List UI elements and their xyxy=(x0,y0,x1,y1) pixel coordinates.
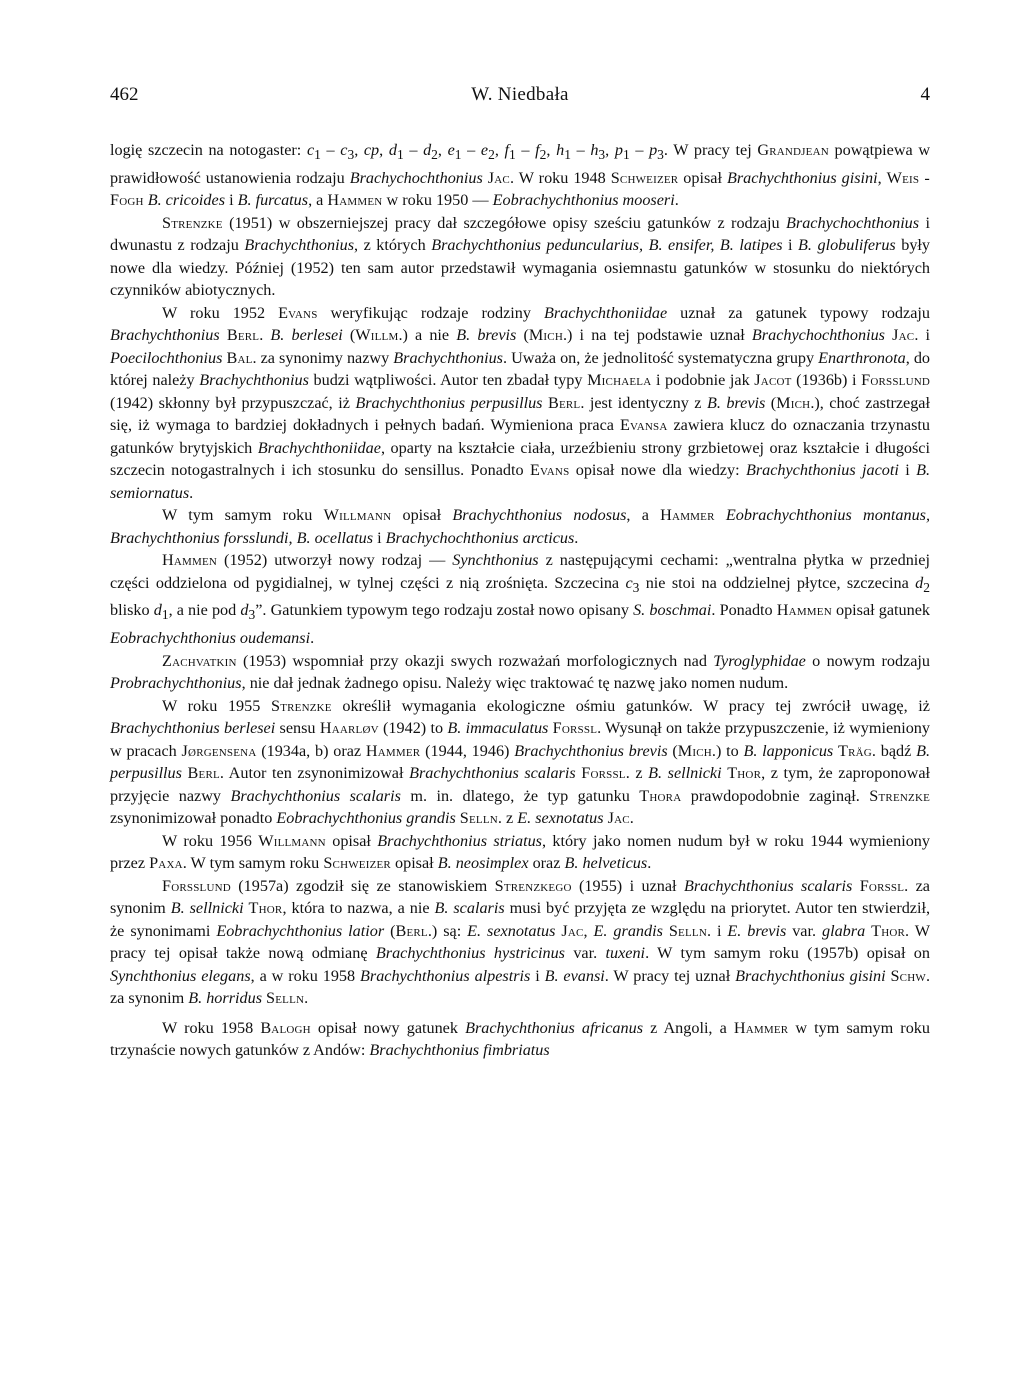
italic-term: Brachychthonius hystricinus xyxy=(375,944,565,963)
author-name: Strenzke xyxy=(162,213,223,232)
text-run: , xyxy=(546,141,557,159)
paragraph xyxy=(110,875,930,1010)
author-name: Hammen xyxy=(162,551,218,570)
italic-term: Brachychthonius nodosus xyxy=(452,506,627,525)
italic-term: Brachychthoniidae xyxy=(543,303,668,322)
author-name: Hammer xyxy=(660,506,715,525)
author-name: Hammen xyxy=(327,191,383,210)
text-run: , xyxy=(437,141,448,159)
text-run: opisał gatunek xyxy=(831,601,931,620)
italic-term: Brachychthonius scalaris xyxy=(230,786,401,805)
paragraph xyxy=(110,650,930,695)
author-name: Jørgensena xyxy=(181,741,257,760)
paragraph xyxy=(110,695,930,830)
italic-term: h xyxy=(590,141,599,159)
author-name: Mich xyxy=(776,393,811,412)
text-run: – xyxy=(403,141,424,159)
text-run: – xyxy=(320,141,341,159)
text-run: ( xyxy=(384,921,396,940)
text-run: . bądź xyxy=(871,741,917,760)
author-name: Berl xyxy=(547,393,581,412)
italic-term: B. evansi xyxy=(544,966,605,985)
author-name: Forsslund xyxy=(861,371,930,390)
text-run: , a xyxy=(308,191,328,210)
author-name: Weis - Fogh xyxy=(110,168,931,210)
text-run: powątpiewa w prawidłowość ustanowienia rodzaju xyxy=(110,141,931,187)
subscript: 1 xyxy=(564,147,571,163)
text-run xyxy=(715,506,726,524)
author-name: Forssl xyxy=(859,876,905,895)
author-name: Haarløv xyxy=(319,719,379,738)
italic-term: Eobrachychthonius latior xyxy=(216,921,385,940)
author-name: Strenzkego xyxy=(494,876,572,895)
italic-term: B. sellnicki xyxy=(648,764,722,783)
text-run: . W tym samym roku (1957b) opisał on xyxy=(645,944,930,963)
text-run: . xyxy=(259,326,271,345)
author-name: Berl xyxy=(395,921,428,940)
subscript: 2 xyxy=(539,147,547,163)
text-run: . i xyxy=(706,921,728,940)
text-run: . xyxy=(304,989,309,1008)
subscript: 2 xyxy=(431,147,438,163)
italic-term: Brachychochthonius xyxy=(349,168,483,187)
subscript: 3 xyxy=(248,607,256,623)
italic-term: B. sellnicki xyxy=(170,899,244,918)
italic-term: Eobrachychthonius grandis xyxy=(276,809,456,828)
text-run: (1951) w obszerniejszej pracy dał szczegółowe opisy sześciu gatunków z rodzaju xyxy=(222,213,787,232)
text-run: i dwunastu z rodzaju xyxy=(110,213,931,255)
paragraph xyxy=(110,549,930,649)
italic-term: B. brevis xyxy=(706,393,766,412)
italic-term: Brachychthoniidae xyxy=(257,438,381,457)
text-run: . za synonim xyxy=(110,876,930,918)
italic-term: Brachychthonius gisini xyxy=(726,168,878,187)
text-run: były nowe dla wiedzy. Później (1952) ten sam autor przedstawił wymagania osiemnastu gatunków w stosunku do niektórych czynników abiotycznych. xyxy=(110,236,931,300)
text-run: i podobnie jak xyxy=(651,371,755,390)
text-run: , która to nazwa, a nie xyxy=(282,899,435,918)
author-name: Selln xyxy=(459,809,498,828)
author-name: Willmann xyxy=(323,506,392,525)
italic-term: Brachychochthonius xyxy=(751,326,885,345)
author-name: Thora xyxy=(639,786,682,805)
italic-term: B. lapponicus xyxy=(743,741,834,760)
text-run: ”. Gatunkiem typowym tego rodzaju został nowo opisany xyxy=(255,601,634,620)
text-run: (1957a) zgodził się ze stanowiskiem xyxy=(230,876,495,895)
text-run: W roku 1952 xyxy=(162,303,279,322)
subscript: 1 xyxy=(161,607,169,623)
author-name: Michaela xyxy=(587,371,652,390)
text-run: (1942) to xyxy=(378,719,448,738)
text-run: W roku 1955 xyxy=(162,696,271,715)
text-run: , xyxy=(583,921,594,940)
italic-term: c xyxy=(340,141,348,159)
text-run: W tym samym roku xyxy=(162,506,324,525)
text-run: . xyxy=(574,528,579,547)
text-run xyxy=(852,877,859,895)
italic-term: e xyxy=(480,141,489,159)
text-run: . za synonim xyxy=(110,966,930,1008)
italic-term: Brachychthonius fimbriatus xyxy=(369,1041,550,1060)
subscript: 1 xyxy=(622,147,630,163)
italic-term: c xyxy=(306,141,315,159)
text-run: var. xyxy=(786,921,822,940)
text-run: , z których xyxy=(354,236,432,255)
text-run: ( xyxy=(342,326,356,345)
italic-term: B. globuliferus xyxy=(798,236,896,255)
subscript: 1 xyxy=(314,147,321,163)
author-name: Zachvatkin xyxy=(162,651,237,670)
text-run: (1952) utworzył nowy rodzaj — xyxy=(217,551,453,570)
italic-term: p xyxy=(649,141,658,159)
text-run: . xyxy=(189,483,194,502)
text-run xyxy=(220,326,227,344)
text-run: . xyxy=(674,191,679,210)
text-run: i xyxy=(225,191,238,210)
text-run: . W roku 1948 xyxy=(509,168,611,187)
text-run: logię szczecin na notogaster: xyxy=(110,141,307,159)
italic-term: Synchthonius xyxy=(452,551,539,570)
paragraph xyxy=(110,139,930,212)
author-name: Evansa xyxy=(619,416,668,435)
italic-term: Brachychthonius scalaris xyxy=(409,764,576,783)
text-run: w roku 1950 — xyxy=(382,191,493,210)
text-run: W roku 1956 xyxy=(162,831,259,850)
italic-term: B. brevis xyxy=(456,326,517,345)
text-run: , xyxy=(605,141,615,159)
italic-term: Brachychthonius xyxy=(199,371,309,390)
author-name: Evans xyxy=(529,461,570,480)
author-name: Hammer xyxy=(733,1018,789,1037)
author-name: Forssl xyxy=(552,719,598,738)
author-name: Strenzke xyxy=(271,696,332,715)
text-run: . W tym samym roku xyxy=(182,854,324,873)
author-name: Willmann xyxy=(258,831,326,850)
author-name: Paxa xyxy=(149,854,183,873)
author-name: Berl xyxy=(187,764,220,783)
italic-term: B. perpusillus xyxy=(110,741,930,783)
text-run: .) a nie xyxy=(398,326,457,345)
author-name: Strenzke xyxy=(869,786,931,805)
text-run: . W pracy tej uznał xyxy=(604,966,736,985)
author-name: Thor xyxy=(727,764,762,783)
column-number: 4 xyxy=(920,84,930,105)
italic-term: B. furcatus xyxy=(237,191,309,210)
text-run: . jest identyczny z xyxy=(580,393,707,412)
italic-term: Brachychthonius alpestris xyxy=(360,966,531,985)
subscript: 1 xyxy=(396,147,404,163)
text-run: . xyxy=(647,854,652,873)
text-run: i xyxy=(530,966,545,985)
text-run: nie stoi na oddzielnej płytce, szczecina xyxy=(639,573,916,592)
italic-term: B. scalaris xyxy=(434,899,505,918)
paragraph xyxy=(110,1017,930,1062)
text-run: , do której należy xyxy=(110,348,931,390)
italic-term: d xyxy=(388,141,397,159)
author-name: Schw xyxy=(890,966,926,985)
text-run: . i xyxy=(914,326,930,345)
italic-term: Brachychthonius berlesei xyxy=(110,719,276,738)
italic-term: E. grandis xyxy=(593,921,663,940)
text-run: określił wymagania ekologiczne ośmiu gatunków. W pracy tej zwrócił uwagę, iż xyxy=(331,696,930,715)
author-name: Mich xyxy=(677,741,712,760)
text-run: i xyxy=(373,528,386,547)
subscript: 3 xyxy=(347,147,355,163)
author-name: Selln xyxy=(266,989,305,1008)
subscript: 3 xyxy=(632,579,640,595)
author-name: Thor xyxy=(248,899,283,918)
italic-term: Brachychochthonius arcticus xyxy=(385,528,575,547)
paragraph xyxy=(110,504,930,549)
subscript: 3 xyxy=(598,147,606,163)
text-run: , xyxy=(354,141,364,159)
text-run: o nowym rodzaju xyxy=(805,651,930,670)
italic-term: e xyxy=(447,141,455,159)
italic-term: Poecilochthonius xyxy=(110,348,223,367)
running-header xyxy=(110,84,930,114)
text-run: z następującymi cechami: „wentralna płytka w przedniej części oddzielona od pygidialnej, w tylnej części z nią zrośnięta. Szczecina xyxy=(110,551,930,592)
author-name: Selln xyxy=(668,921,707,940)
author-name: Jacot xyxy=(754,371,792,390)
text-run: musi być przyjęta ze względu na priorytet. Autor ten stwierdził, że synonimami xyxy=(110,899,931,940)
text-run: blisko xyxy=(110,601,154,620)
text-run: i xyxy=(782,236,799,255)
author-name: Schweizer xyxy=(610,168,679,187)
text-run: opisał xyxy=(678,168,727,187)
italic-term: Brachychthonius jacoti xyxy=(745,461,899,480)
paragraph xyxy=(110,212,930,302)
italic-term: B. berlesei xyxy=(270,326,343,345)
italic-term: h xyxy=(556,141,565,159)
text-run: (1955) i uznał xyxy=(571,876,684,895)
text-run: opisał xyxy=(390,854,438,873)
text-run: . xyxy=(310,629,315,648)
italic-term: B. cricoides xyxy=(147,191,226,210)
text-run: sensu xyxy=(275,719,320,738)
text-run: . z xyxy=(625,764,649,783)
text-run: . Uważa on, że jednolitość systematyczna grupy xyxy=(502,348,819,367)
italic-term: c xyxy=(625,573,633,592)
subscript: 1 xyxy=(509,147,516,163)
italic-term: Eobrachychthonius mooseri xyxy=(492,191,675,210)
text-run: zawiera klucz do oznaczania trzynastu gatunków brytyjskich xyxy=(110,416,930,457)
text-run: weryfikując rodzaje rodziny xyxy=(317,303,544,322)
text-run: ( xyxy=(765,393,777,412)
italic-term: Brachychthonius brevis xyxy=(514,741,668,760)
text-run: w tym samym roku trzynaście nowych gatunków z Andów: xyxy=(110,1018,930,1060)
author-name: Thor xyxy=(871,921,906,940)
text-run: (1936b) i xyxy=(791,371,862,390)
article-body xyxy=(110,139,930,1062)
author-name: Hammen xyxy=(776,601,832,620)
text-run: (1942) skłonny był przypuszczać, iż xyxy=(110,393,356,412)
italic-term: Brachychthonius africanus xyxy=(465,1018,643,1037)
text-run: , oparty na kształcie ciała, urzeźbieniu strony grzbietowej oraz kształcie i długości szczecin notogastralnych i ich stosunku do sensillus. Ponadto xyxy=(110,438,930,480)
running-head-author: W. Niedbała xyxy=(471,84,569,105)
author-name: Jac xyxy=(561,921,584,940)
text-run: . Ponadto xyxy=(711,601,777,620)
italic-term: Brachychthonius gisini xyxy=(735,966,886,985)
text-run: opisał xyxy=(325,831,378,850)
italic-term: Probrachychthonius xyxy=(110,674,242,693)
text-run: , xyxy=(877,168,887,187)
author-name: Träg xyxy=(838,741,872,760)
paragraph xyxy=(110,302,930,505)
author-name: Schweizer xyxy=(323,854,391,873)
author-name: Berl xyxy=(226,326,260,345)
text-run: , nie dał jednak żadnego opisu. Należy więc traktować tę nazwę jako nomen nudum. xyxy=(241,674,789,693)
italic-term: cp xyxy=(363,141,380,159)
text-run: , a w roku 1958 xyxy=(250,966,360,985)
author-name: Bal xyxy=(226,348,253,367)
text-run: . za synonimy nazwy xyxy=(252,348,394,367)
text-run: opisał xyxy=(391,506,453,525)
italic-term: S. boschmai xyxy=(633,601,712,620)
text-run: .) są: xyxy=(427,921,468,940)
italic-term: Brachychochthonius xyxy=(786,213,920,232)
text-run: (1944, 1946) xyxy=(420,741,515,760)
italic-term: Brachychthonius scalaris xyxy=(683,876,853,895)
italic-term: Brachychthonius striatus xyxy=(377,831,542,850)
text-run: . Autor ten zsynonimizował xyxy=(219,764,410,783)
italic-term: tuxeni xyxy=(605,944,646,963)
text-run: . W pracy tej opisał także nową odmianę xyxy=(110,921,931,963)
text-run: zsynonimizował ponadto xyxy=(110,809,277,828)
text-run: ( xyxy=(667,741,678,760)
text-run: , xyxy=(379,141,389,159)
italic-term: p xyxy=(614,141,623,159)
italic-term: B. neosimplex xyxy=(437,854,529,873)
italic-term: Brachychthonius peduncularius, B. ensifer, B. latipes xyxy=(431,236,783,255)
text-run: . z xyxy=(497,809,518,828)
text-run: .) to xyxy=(711,741,744,760)
italic-term: Brachychthonius xyxy=(110,326,220,345)
italic-term: Enarthronota xyxy=(818,348,906,367)
author-name: Jac xyxy=(487,168,510,187)
text-run: prawdopodobnie zaginął. xyxy=(681,786,870,805)
italic-term: Brachychthonius perpusillus xyxy=(355,393,543,412)
italic-term: Synchthonius elegans xyxy=(110,966,251,985)
italic-term: B. horridus xyxy=(188,989,262,1008)
text-run: W roku 1958 xyxy=(162,1018,261,1037)
italic-term: Eobrachychthonius oudemansi xyxy=(110,629,311,648)
text-run: ( xyxy=(516,326,529,345)
italic-term: E. brevis xyxy=(727,921,787,940)
author-name: Balogh xyxy=(260,1018,311,1037)
author-name: Forsslund xyxy=(162,876,231,895)
text-run: .), choć zastrzegał się, iż wymaga to bardziej dokładnych i pełnych badań. Wymieniona praca xyxy=(110,393,930,435)
italic-term: f xyxy=(504,141,510,159)
text-run: – xyxy=(515,141,536,159)
text-run: opisał nowy gatunek xyxy=(310,1018,466,1037)
paragraph xyxy=(110,830,930,875)
text-run: .) i na tej podstawie uznał xyxy=(562,326,752,345)
text-run: opisał nowe dla wiedzy: xyxy=(569,461,746,480)
text-run: , który jako nomen nudum był w roku 1944 wymieniony przez xyxy=(110,831,930,873)
subscript: 2 xyxy=(923,579,930,595)
text-run: . W pracy tej xyxy=(663,141,758,159)
text-run: , z tym, że zaproponował przyjęcie nazwy xyxy=(110,764,931,805)
text-run: , a nie pod xyxy=(168,601,241,620)
author-name: Forssl xyxy=(581,764,626,783)
text-run: var. xyxy=(564,944,606,963)
text-run: budzi wątpliwości. Autor ten zbadał typy xyxy=(308,371,588,390)
author-name: Hammer xyxy=(365,741,421,760)
text-run: (1953) wspomniał przy okazji swych rozważań morfologicznych nad xyxy=(236,651,714,670)
italic-term: B. immaculatus xyxy=(447,719,549,738)
italic-term: glabra xyxy=(821,921,866,940)
author-name: Evans xyxy=(278,303,318,322)
italic-term: Brachychthonius xyxy=(244,236,355,255)
italic-term: d xyxy=(423,141,432,159)
italic-term: d xyxy=(915,573,924,592)
subscript: 3 xyxy=(657,147,664,163)
text-run: z Angoli, a xyxy=(643,1018,734,1037)
text-run: oraz xyxy=(528,854,565,873)
italic-term: Brachychthonius xyxy=(393,348,503,367)
text-run: , xyxy=(494,141,505,159)
author-name: Willm xyxy=(355,326,399,345)
italic-term: Eobrachychthonius montanus, Brachychthonius forsslundi, B. ocellatus xyxy=(110,506,931,547)
italic-term: Tyroglyphidae xyxy=(713,651,806,670)
italic-term: d xyxy=(240,601,249,620)
italic-term: E. sexnotatus xyxy=(517,809,604,828)
italic-term: f xyxy=(535,141,540,159)
text-run: . Wysunął on także przypuszczenie, iż wymieniony w pracach xyxy=(110,719,930,760)
italic-term: d xyxy=(153,601,162,620)
text-run: (1934a, b) oraz xyxy=(256,741,366,760)
italic-term: B. helveticus xyxy=(564,854,648,873)
text-run: i xyxy=(898,461,917,480)
italic-term: B. semiornatus xyxy=(110,461,931,502)
author-name: Jac xyxy=(892,326,915,345)
text-run: , a xyxy=(626,506,661,525)
author-name: Jac xyxy=(607,809,630,828)
text-run: – xyxy=(570,141,591,159)
italic-term: E. sexnotatus xyxy=(467,921,556,940)
author-name: Grandjean xyxy=(757,141,829,159)
text-run: – xyxy=(629,141,650,159)
text-run: m. in. dlatego, że typ gatunku xyxy=(400,786,640,805)
text-run: . xyxy=(629,809,634,828)
text-run: – xyxy=(461,141,481,159)
author-name: Mich xyxy=(528,326,563,345)
subscript: 2 xyxy=(488,147,495,163)
page-number: 462 xyxy=(110,84,139,105)
subscript: 1 xyxy=(454,147,462,163)
text-run: uznał za gatunek typowy rodzaju xyxy=(667,303,930,322)
